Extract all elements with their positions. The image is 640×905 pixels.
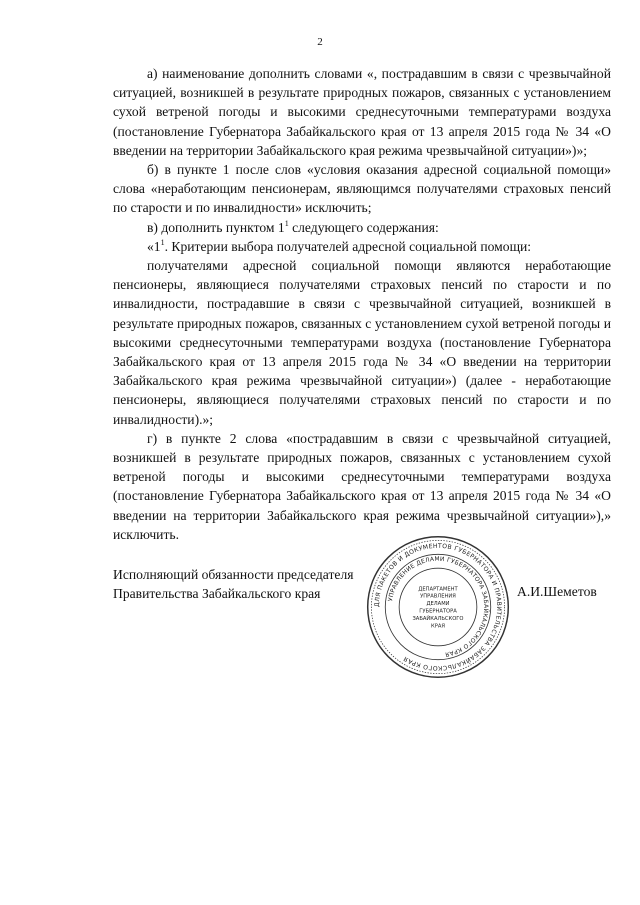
new-item-superscript: 1 — [160, 237, 165, 247]
stamp-middle-ring-text: УПРАВЛЕНИЕ ДЕЛАМИ ГУБЕРНАТОРА ЗАБАЙКАЛЬСКОГО КРАЯ — [388, 556, 489, 657]
stamp-center-line-5: ЗАБАЙКАЛЬСКОГО — [412, 615, 464, 622]
signatory-position-line-2: Правительства Забайкальского края — [113, 586, 321, 602]
signatory-position — [113, 565, 354, 603]
paragraph-a: а) наименование дополнить словами «, пострадавшим в связи с чрезвычайной ситуацией, возникшей в результате природных пожаров, связанных с установлением сухой ветреной погоды и высокими среднесуточными температурами воздуха (постановление Губернатора Забайкальского края от 13 апреля 2015 года № 34 «О введении на территории Забайкальского края режима чрезвычайной ситуации»)»; — [113, 66, 611, 158]
new-item-heading-text: . Критерии выбора получателей адресной социальной помощи: — [164, 238, 532, 254]
criteria-paragraph: получателями адресной социальной помощи являются неработающие пенсионеры, являющиеся получателями страховых пенсий по старости и по инвалидности, пострадавшие в связи с чрезвычайной ситуацией, возникшей в результате природных пожаров, связанных с установлением сухой ветреной погоды и высокими среднесуточными температурами воздуха (постановление Губернатора Забайкальского края от 13 апреля 2015 года № 34 «О введении на территории Забайкальского края режима чрезвычайной ситуации») (далее - неработающие пенсионеры, являющиеся получателями страховых пенсий по старости и по инвалидности).»; — [113, 258, 611, 427]
paragraph-v-superscript: 1 — [284, 218, 289, 228]
stamp-center-line-4: ГУБЕРНАТОРА — [419, 608, 457, 615]
new-item-heading-start: «1 — [147, 238, 161, 254]
stamp-center-line-3: ДЕЛАМИ — [426, 601, 450, 608]
paragraph-v — [113, 218, 611, 237]
stamp-center-text — [412, 586, 463, 629]
stamp-center-line-1: ДЕПАРТАМЕНТ — [418, 586, 458, 593]
stamp-center-line-6: КРАЯ — [431, 623, 445, 630]
signatory-name: А.И.Шеметов — [517, 584, 597, 599]
paragraph-v-text-end: следующего содержания: — [288, 219, 439, 235]
paragraph-b: б) в пункте 1 после слов «условия оказания адресной социальной помощи» слова «неработающим пенсионерам, являющимся получателями страховых пенсий по старости и по инвалидности» исключить; — [113, 162, 611, 216]
stamp-outer-ring-text: ДЛЯ ПАКЕТОВ И ДОКУМЕНТОВ ГУБЕРНАТОРА И ПРАВИТЕЛЬСТВА ЗАБАЙКАЛЬСКОГО КРАЯ — [373, 542, 503, 672]
stamp-center-line-2: УПРАВЛЕНИЯ — [420, 593, 456, 600]
document-body — [113, 64, 611, 544]
page-number: 2 — [317, 36, 323, 48]
new-item-heading — [113, 237, 611, 256]
paragraph-v-text: в) дополнить пунктом 1 — [147, 219, 285, 235]
signatory-position-line-1: Исполняющий обязанности председателя — [113, 567, 354, 582]
official-stamp — [364, 533, 512, 681]
paragraph-g: г) в пункте 2 слова «пострадавшим в связи с чрезвычайной ситуацией, возникшей в результате природных пожаров, связанных с установлением сухой ветреной погоды и высокими среднесуточными температурами воздуха (постановление Губернатора Забайкальского края от 13 апреля 2015 года № 34 «О введении на территории Забайкальского края режима чрезвычайной ситуации»),» исключить. — [113, 430, 611, 542]
